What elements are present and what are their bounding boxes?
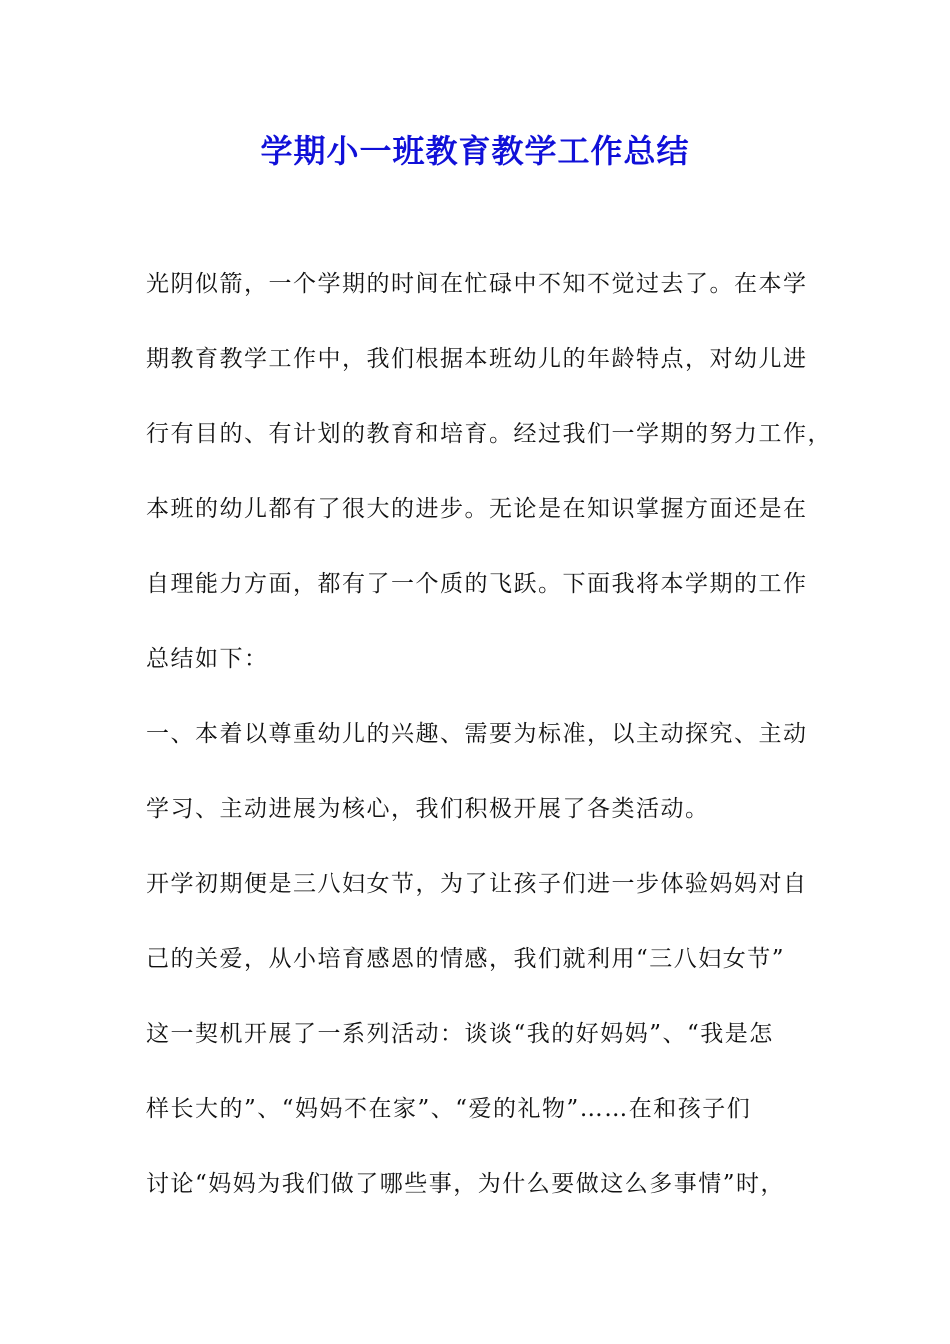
body-line: 总结如下： xyxy=(146,646,269,672)
body-line: 本班的幼儿都有了很大的进步。无论是在知识掌握方面还是在 xyxy=(146,496,808,522)
body-line: 学习、主动进展为核心，我们积极开展了各类活动。 xyxy=(146,796,710,822)
body-line: 光阴似箭，一个学期的时间在忙碌中不知不觉过去了。在本学 xyxy=(146,271,808,297)
document-title: 学期小一班教育教学工作总结 xyxy=(260,132,690,170)
body-line: 期教育教学工作中，我们根据本班幼儿的年龄特点，对幼儿进 xyxy=(146,346,808,372)
body-line: 样长大的”、“妈妈不在家”、“爱的礼物”……在和孩子们 xyxy=(146,1096,752,1122)
body-line: 开学初期便是三八妇女节，为了让孩子们进一步体验妈妈对自 xyxy=(146,871,808,897)
body-line: 自理能力方面，都有了一个质的飞跃。下面我将本学期的工作 xyxy=(146,571,808,597)
body-line: 讨论“妈妈为我们做了哪些事，为什么要做这么多事情”时， xyxy=(146,1171,786,1197)
body-line: 一、本着以尊重幼儿的兴趣、需要为标准，以主动探究、主动 xyxy=(146,721,808,747)
document-body xyxy=(146,258,832,1233)
body-line: 行有目的、有计划的教育和培育。经过我们一学期的努力工作， xyxy=(146,421,832,447)
body-line: 这一契机开展了一系列活动：谈谈“我的好妈妈”、“我是怎 xyxy=(146,1021,774,1047)
body-line: 己的关爱，从小培育感恩的情感，我们就利用“三八妇女节” xyxy=(146,946,786,972)
